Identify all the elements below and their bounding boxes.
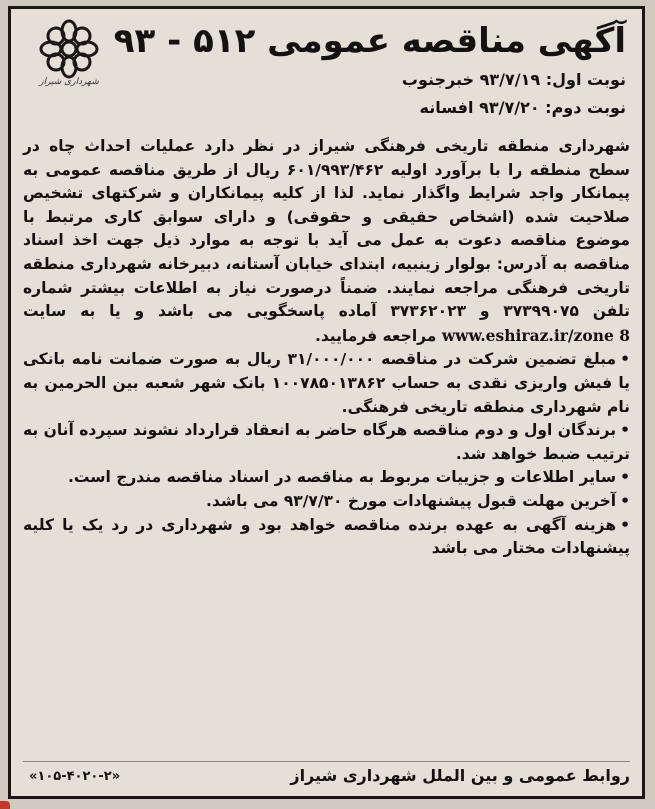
first-notice: نوبت اول: ۹۳/۷/۱۹ خبرجنوب xyxy=(401,70,626,89)
bullet-icon: • xyxy=(620,468,630,487)
list-item: •هزینه آگهی به عهده برنده مناقصه خواهد بود و شهرداری در رد یک یا کلیه پیشنهادات مختار می باشد xyxy=(23,515,630,558)
list-item: •سایر اطلاعات و جزییات مربوط به مناقصه در اسناد مناقصه مندرج است. xyxy=(23,466,630,490)
reference-code: «۱۰۵-۴۰۲۰-۲» xyxy=(29,769,121,784)
list-item: •آخرین مهلت قبول پیشنهادات مورخ ۹۳/۷/۳۰ می باشد. xyxy=(23,490,630,514)
shiraz-municipality-flower-icon xyxy=(29,19,109,111)
tender-advertisement xyxy=(8,6,645,799)
header xyxy=(23,15,630,133)
website-link[interactable]: www.eshiraz.ir/zone 8 xyxy=(441,325,630,345)
intro-end-text: مراجعه فرمایید. xyxy=(314,326,437,345)
second-notice: نوبت دوم: ۹۳/۷/۲۰ افسانه xyxy=(419,98,626,117)
logo-caption: شهرداری شیراز xyxy=(39,77,99,87)
bullet-icon: • xyxy=(620,515,630,534)
intro-text: شهرداری منطقه تاریخی فرهنگی شیراز در نظر دارد عملیات احداث چاه در سطح منطقه را با برآورد اولیه ۶۰۱/۹۹۳/۴۶۲ ریال از طریق مناقصه عمومی به پیمانکار واجد شرایط واگذار نماید. لذا از کلیه پیمانکاران و شرکتهای تشخیص صلاحیت شده (اشخاص حقیقی و حقوقی) و دارای سوابق کاری مرتبط با موضوع مناقصه دعوت به عمل می آید با توجه به موارد ذیل جهت اخذ اسناد مناقصه به آدرس: بولوار زینبیه، ابتدای خیابان آستانه، دبیرخانه شهرداری منطقه تاریخی فرهنگی مراجعه نمایند. ضمناً درصورت نیاز به اطلاعات بیشتر شماره تلفن ۳۷۳۹۹۰۷۵ و ۳۷۳۶۲۰۲۳ آماده پاسخگویی می باشد و یا به سایت xyxy=(23,137,630,321)
signature: روابط عمومی و بین الملل شهرداری شیراز xyxy=(290,766,630,785)
conditions-list xyxy=(23,348,630,560)
intro-paragraph xyxy=(23,135,630,348)
bullet-icon: • xyxy=(620,421,630,440)
list-item: •برندگان اول و دوم مناقصه هرگاه حاضر به انعقاد قرارداد نشوند سپرده آنان به ترتیب ضبط خواهد شد. xyxy=(23,421,630,463)
corner-mark xyxy=(0,801,10,809)
bullet-icon: • xyxy=(620,491,630,510)
page-title: آگهی مناقصه عمومی ۵۱۲ - ۹۳ xyxy=(113,21,626,61)
footer xyxy=(23,761,630,790)
list-item: •مبلغ تضمین شرکت در مناقصه ۳۱/۰۰۰/۰۰۰ ریال به صورت ضمانت نامه بانکی یا فیش واریزی نقدی به حساب ۱۰۰۷۸۵۰۱۳۸۶۲ بانک شهر شعبه بین الحرمین به نام شهرداری منطقه تاریخی فرهنگی. xyxy=(23,350,630,416)
bullet-icon: • xyxy=(620,350,630,369)
